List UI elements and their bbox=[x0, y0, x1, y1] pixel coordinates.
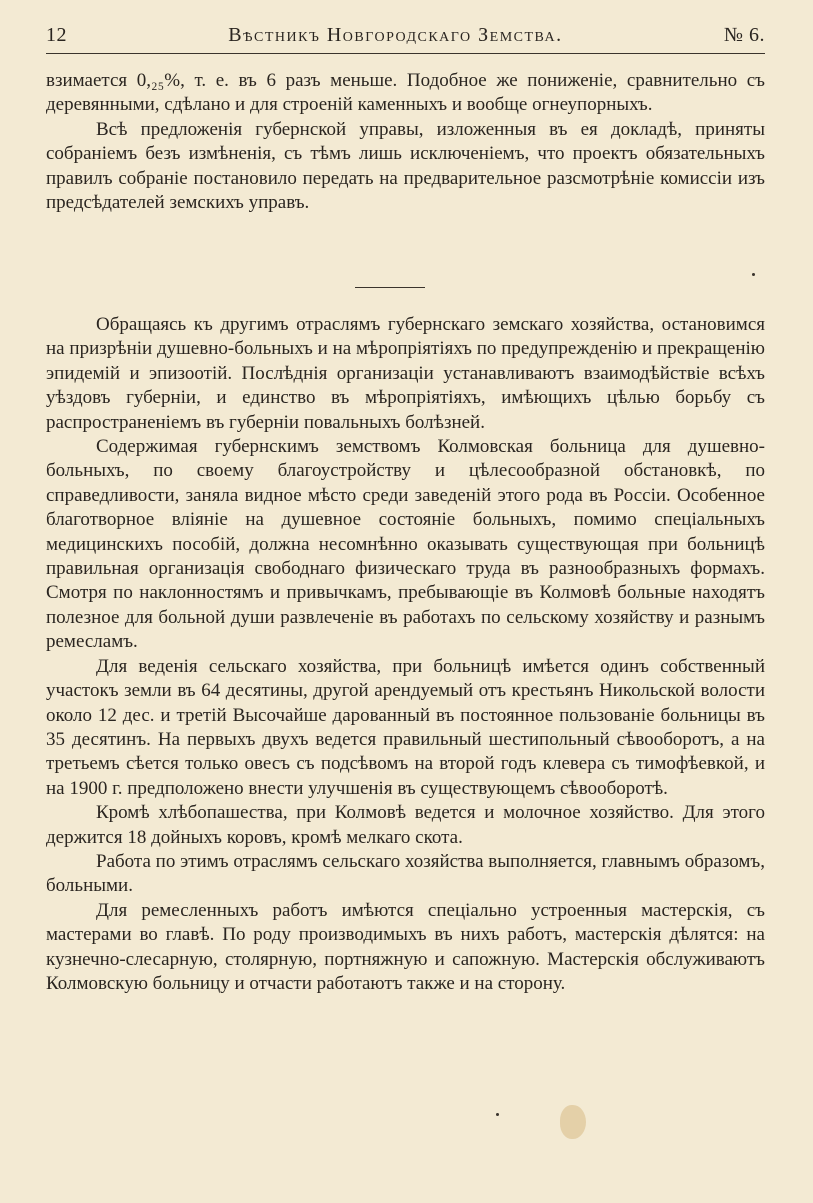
paragraph: Содержимая губернскимъ земствомъ Колмовская больница для душевно-больныхъ, по своему благоустройству и цѣлесообразной обстановкѣ, по справедливости, заняла видное мѣсто среди заведеній этого рода въ Россіи. Особенное благотворное вліяніе на душевное состояніе больныхъ, помимо спеціальныхъ медицинскихъ пособій, должна несомнѣнно оказывать существующая при больницѣ правильная организація свободнаго физическаго труда въ разнообразныхъ формахъ. Смотря по наклонностямъ и привычкамъ, пребывающіе въ Колмовѣ больные находятъ полезное для больной души развлеченіе въ работахъ по сельскому хозяйству и разнымъ ремесламъ. bbox=[46, 436, 765, 653]
page-number: 12 bbox=[46, 23, 67, 46]
section-continuation bbox=[46, 69, 765, 215]
paragraph: Работа по этимъ отраслямъ сельскаго хозяйства выполняется, главнымъ образомъ, больными. bbox=[46, 850, 765, 897]
journal-title: Вѣстникъ Новгородскаго Земства. bbox=[228, 23, 563, 46]
section-main bbox=[46, 313, 765, 996]
paragraph: взимается 0,₂₅%, т. е. въ 6 разъ меньше. Подобное же пониженіе, сравнительно съ деревянными, сдѣлано и для строеній каменныхъ и вообще огнеупорныхъ. bbox=[46, 70, 765, 116]
issue-number: № 6. bbox=[723, 23, 765, 46]
paper-stain bbox=[560, 1105, 586, 1139]
speck bbox=[752, 273, 755, 276]
running-header bbox=[46, 20, 765, 50]
paragraph: Для ремесленныхъ работъ имѣются спеціально устроенныя мастерскія, съ мастерами во главѣ. По роду производимыхъ въ нихъ работъ, мастерскія дѣлятся: на кузнечно-слесарную, столярную, портняжную и сапожную. Мастерскія обслуживаютъ Колмовскую больницу и отчасти работаютъ также и на сторону. bbox=[46, 899, 765, 994]
speck bbox=[496, 1113, 499, 1116]
paragraph: Кромѣ хлѣбопашества, при Колмовѣ ведется и молочное хозяйство. Для этого держится 18 дойныхъ коровъ, кромѣ мелкаго скота. bbox=[46, 802, 765, 848]
paragraph: Для веденія сельскаго хозяйства, при больницѣ имѣется одинъ собственный участокъ земли въ 64 десятины, другой арендуемый отъ крестьянъ Никольской волости около 12 дес. и третій Высочайше дарованный въ постоянное пользованіе больницы въ 35 десятинъ. На первыхъ двухъ ведется правильный шестипольный сѣвооборотъ, а на третьемъ сѣется только овесъ съ подсѣвомъ на второй годъ клевера съ тимофѣевкой, и на 1900 г. предположено внести улучшенія въ существующемъ сѣвооборотѣ. bbox=[46, 655, 765, 799]
paragraph: Обращаясь къ другимъ отраслямъ губернскаго земскаго хозяйства, остановимся на призрѣніи душевно-больныхъ и на мѣропріятіяхъ по предупрежденію и прекращенію эпидемій и эпизоотій. Послѣднія организаціи устанавливаютъ взаимодѣйствіе всѣхъ уѣздовъ губерніи, и единство въ мѣропріятіяхъ, имѣющихъ цѣлью борьбу съ распространеніемъ въ губерніи повальныхъ болѣзней. bbox=[46, 314, 765, 433]
header-rule bbox=[46, 53, 765, 54]
section-separator bbox=[355, 287, 425, 288]
paragraph: Всѣ предложенія губернской управы, изложенныя въ ея докладѣ, приняты собраніемъ безъ измѣненія, съ тѣмъ лишь исключеніемъ, что проектъ обязательныхъ правилъ собраніе постановило передать на предварительное разсмотрѣніе комиссіи изъ предсѣдателей земскихъ управъ. bbox=[46, 118, 765, 214]
